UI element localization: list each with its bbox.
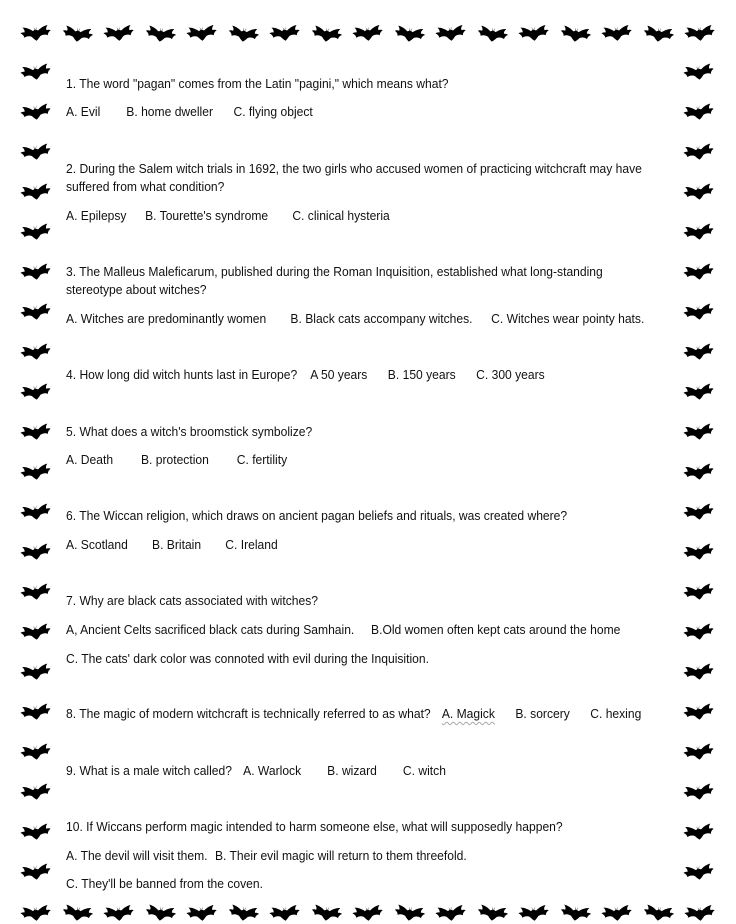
answer-2a: A. Epilepsy (66, 208, 127, 223)
bat-icon (682, 222, 716, 243)
bat-icon (682, 382, 716, 403)
bat-icon (682, 422, 716, 443)
answer-4a: A 50 years (310, 367, 368, 382)
bat-icon (19, 102, 53, 123)
bat-icon (102, 903, 135, 923)
question-1: 1. The word "pagan" comes from the Latin "pagini," which means what? (66, 76, 449, 91)
question-5: 5. What does a witch's broomstick symbolize? (66, 424, 313, 439)
answer-3b: B. Black cats accompany witches. (290, 311, 473, 326)
answer-8b: B. sorcery (515, 706, 570, 721)
bat-icon (309, 24, 343, 45)
answer-1b: B. home dweller (126, 104, 213, 119)
question-10: 10. If Wiccans perform magic intended to harm someone else, what will supposedly happen? (66, 819, 563, 834)
bat-icon (682, 662, 716, 683)
bat-icon (19, 342, 53, 363)
bat-icon (682, 542, 716, 563)
answer-5c: C. fertility (236, 452, 288, 467)
question-4: 4. How long did witch hunts last in Europe? A 50 years B. 150 years C. 300 years (66, 367, 545, 382)
bat-icon (19, 822, 53, 843)
answer-7b: B.Old women often kept cats around the home (371, 622, 621, 637)
bat-icon (682, 742, 716, 763)
bat-icon (682, 342, 716, 363)
bat-icon (19, 742, 53, 763)
bat-icon (558, 903, 592, 924)
bat-icon (268, 903, 301, 923)
bat-icon (19, 903, 52, 923)
question-2-cont: suffered from what condition? (66, 179, 225, 194)
bat-icon (475, 24, 509, 45)
answer-10c: C. They'll be banned from the coven. (66, 876, 263, 891)
answers-10-cont (66, 875, 263, 892)
bat-icon (392, 24, 426, 45)
bat-icon (19, 142, 53, 163)
bat-icon (19, 262, 53, 283)
bat-icon (517, 23, 550, 43)
answer-4b: B. 150 years (387, 367, 456, 382)
bat-icon (19, 502, 53, 523)
answer-8c: C. hexing (590, 706, 642, 721)
answers-7 (66, 621, 620, 638)
answer-9b: B. wizard (327, 763, 377, 778)
answers-10 (66, 847, 467, 864)
answer-9c: C. witch (402, 763, 446, 778)
bat-icon (19, 302, 53, 323)
bat-icon (682, 702, 716, 723)
answer-2c: C. clinical hysteria (292, 208, 390, 223)
answer-7c: C. The cats' dark color was connoted with evil during the Inquisition. (66, 651, 429, 666)
answer-6c: C. Ireland (225, 537, 278, 552)
question-7: 7. Why are black cats associated with witches? (66, 593, 318, 608)
answer-2b: B. Tourette's syndrome (145, 208, 269, 223)
bat-icon (19, 622, 53, 643)
answer-5a: A. Death (66, 452, 114, 467)
answer-10a: A. The devil will visit them. (66, 848, 208, 863)
bat-icon (102, 23, 135, 43)
answer-9a: A. Warlock (243, 763, 302, 778)
answer-6b: B. Britain (152, 537, 202, 552)
answer-5b: B. protection (140, 452, 209, 467)
bat-icon (682, 862, 716, 883)
bat-icon (600, 903, 633, 923)
bat-icon (19, 462, 53, 483)
bat-icon (143, 24, 177, 45)
question-3-cont: stereotype about witches? (66, 282, 207, 297)
bat-icon (517, 903, 550, 923)
bat-icon (19, 862, 53, 883)
bat-icon (682, 622, 716, 643)
bat-icon (682, 102, 716, 123)
answer-10b: B. Their evil magic will return to them threefold. (214, 848, 467, 863)
bat-icon (682, 822, 716, 843)
answers-1 (66, 103, 313, 120)
bat-icon (19, 662, 53, 683)
bat-icon (682, 262, 716, 283)
bat-icon (600, 23, 633, 43)
bat-icon (19, 582, 53, 603)
bat-icon (683, 903, 716, 923)
bat-icon (19, 382, 53, 403)
answers-7-cont (66, 650, 429, 667)
bat-icon (351, 903, 384, 923)
bat-icon (682, 782, 716, 803)
bat-icon (268, 23, 301, 43)
bat-icon (392, 903, 426, 924)
bat-icon (185, 903, 218, 923)
answer-1c: C. flying object (233, 104, 313, 119)
bat-icon (226, 903, 260, 924)
answers-2 (66, 207, 390, 224)
answer-3a: A. Witches are predominantly women (66, 311, 267, 326)
bat-icon (683, 23, 716, 43)
question-2: 2. During the Salem witch trials in 1692, the two girls who accused women of practicing witchcraft may have (66, 161, 642, 176)
answer-7a: A, Ancient Celts sacrificed black cats during Samhain. (66, 622, 355, 637)
bat-icon (226, 24, 260, 45)
bat-icon (641, 24, 675, 45)
bat-icon (309, 903, 343, 924)
bat-icon (434, 903, 467, 923)
question-9: 9. What is a male witch called? A. Warlock B. wizard C. witch (66, 763, 446, 778)
bat-icon (19, 23, 52, 43)
answers-5 (66, 451, 287, 468)
bat-icon (60, 24, 94, 45)
bat-icon (682, 502, 716, 523)
answers-6 (66, 536, 278, 553)
bat-icon (19, 782, 53, 803)
answer-6a: A. Scotland (66, 537, 128, 552)
bat-icon (19, 222, 53, 243)
bat-icon (19, 62, 53, 83)
bat-icon (682, 582, 716, 603)
question-6: 6. The Wiccan religion, which draws on ancient pagan beliefs and rituals, was created where? (66, 508, 568, 523)
bat-icon (475, 903, 509, 924)
bat-icon (682, 62, 716, 83)
answer-3c: C. Witches wear pointy hats. (491, 311, 645, 326)
bat-icon (185, 23, 218, 43)
bat-icon (19, 542, 53, 563)
question-8: 8. The magic of modern witchcraft is technically referred to as what? A. Magick B. sorcery C. hexing (66, 706, 642, 721)
bat-icon (351, 23, 384, 43)
bat-icon (19, 182, 53, 203)
bat-icon (682, 142, 716, 163)
bat-icon (682, 182, 716, 203)
answer-8a: A. Magick (441, 706, 495, 721)
bat-icon (682, 462, 716, 483)
bat-icon (682, 302, 716, 323)
answer-4c: C. 300 years (476, 367, 545, 382)
bat-icon (434, 23, 467, 43)
answer-1a: A. Evil (66, 104, 101, 119)
bat-icon (558, 24, 592, 45)
bat-icon (19, 702, 53, 723)
answers-3 (66, 310, 644, 327)
question-3: 3. The Malleus Maleficarum, published during the Roman Inquisition, established what long-standing (66, 264, 603, 279)
bat-icon (60, 903, 94, 924)
bat-icon (641, 903, 675, 924)
bat-icon (19, 422, 53, 443)
bat-icon (143, 903, 177, 924)
